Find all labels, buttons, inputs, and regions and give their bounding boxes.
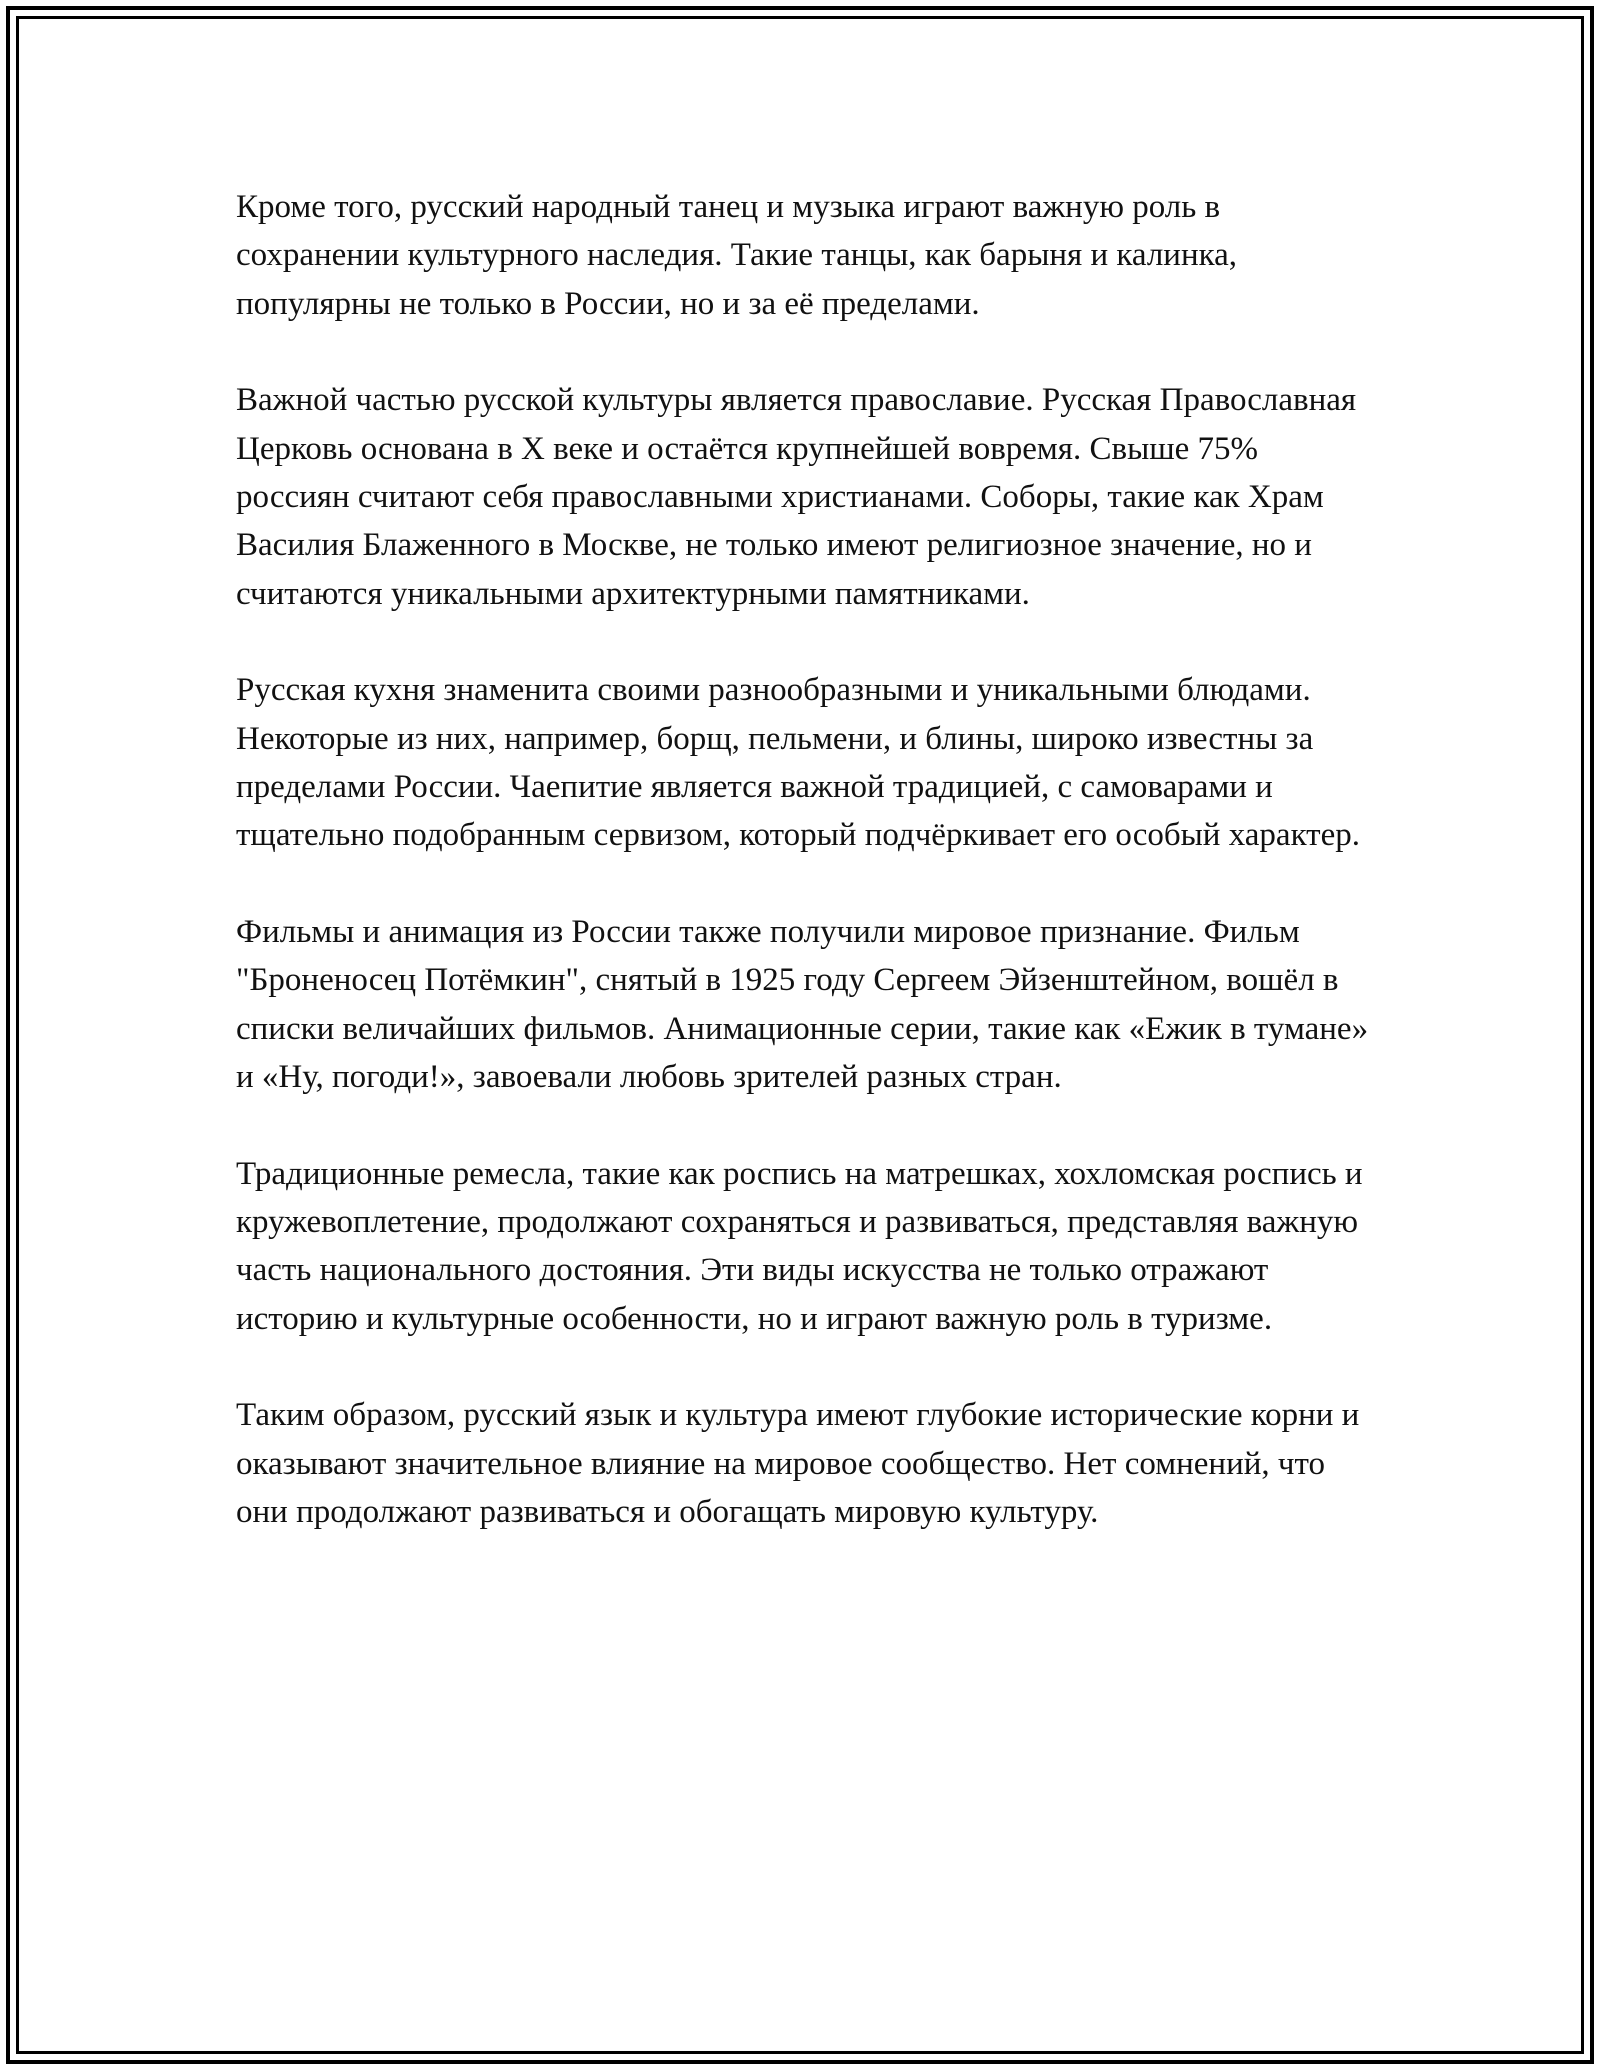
paragraph-film-animation: Фильмы и анимация из России также получили мировое признание. Фильм "Броненосец Потёмкин", снятый в 1925 году Сергеем Эйзенштейном, вошёл в списки величайших фильмов. Анимационные серии, такие как «Ежик в тумане» и «Ну, погоди!», завоевали любовь зрителей разных стран. bbox=[236, 913, 1369, 1096]
paragraph-dance-music: Кроме того, русский народный танец и музыка играют важную роль в сохранении культурного наследия. Такие танцы, как барыня и калинка, популярны не только в России, но и за её пределами. bbox=[236, 189, 1238, 322]
paragraph-cuisine: Русская кухня знаменита своими разнообразными и уникальными блюдами. Некоторые из них, например, борщ, пельмени, и блины, широко известны за пределами России. Чаепитие является важной традицией, с самоварами и тщательно подобранным сервизом, который подчёркивает его особый характер. bbox=[236, 672, 1360, 854]
document-body bbox=[236, 183, 1376, 1584]
paragraph-conclusion: Таким образом, русский язык и культура имеют глубокие исторические корни и оказывают значительное влияние на мировое сообщество. Нет сомнений, что они продолжают развиваться и обогащать мировую культуру. bbox=[236, 1397, 1360, 1530]
paragraph-orthodoxy: Важной частью русской культуры является православие. Русская Православная Церковь основана в X веке и остаётся крупнейшей вовремя. Свыше 75% россиян считают себя православными христианами. Соборы, такие как Храм Василия Блаженного в Москве, не только имеют религиозное значение, но и считаются уникальными архитектурными памятниками. bbox=[236, 382, 1357, 612]
paragraph-crafts: Традиционные ремесла, такие как роспись на матрешках, хохломская роспись и кружевоплетение, продолжают сохраняться и развиваться, представляя важную часть национального достояния. Эти виды искусства не только отражают историю и культурные особенности, но и играют важную роль в туризме. bbox=[236, 1155, 1363, 1337]
